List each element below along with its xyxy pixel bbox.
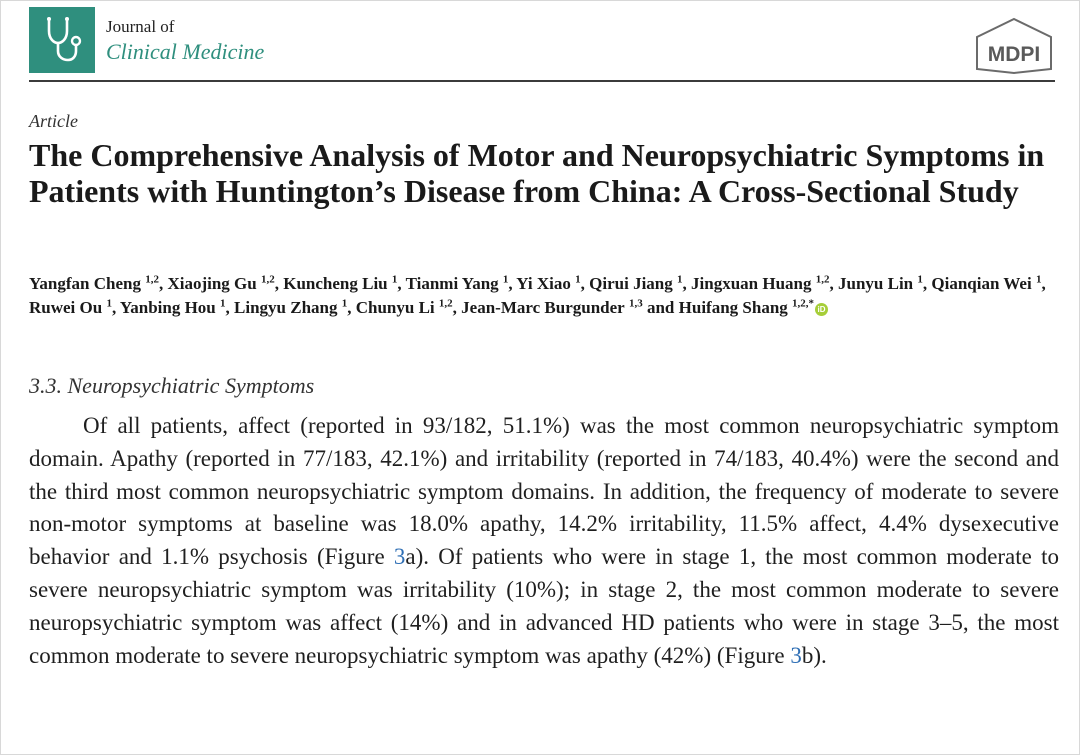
author-name[interactable]: Qirui Jiang [589, 274, 673, 293]
author-name[interactable]: Jingxuan Huang [691, 274, 812, 293]
author-affiliation: 1 [220, 297, 226, 310]
author-separator: , [274, 274, 284, 293]
author-separator: , [508, 274, 517, 293]
author-name[interactable]: Junyu Lin [838, 274, 914, 293]
author-list [29, 272, 1059, 320]
author-separator: , [397, 274, 406, 293]
author-affiliation: 1 [502, 273, 509, 286]
author-affiliation: 1,2 [815, 273, 830, 286]
author-separator: , [452, 298, 462, 317]
author-separator: , [158, 274, 168, 293]
article-type-label: Article [29, 111, 78, 131]
journal-of-label: Journal of [106, 17, 175, 36]
paragraph-text: b). [801, 642, 827, 668]
author-name[interactable]: Yanbing Hou [119, 298, 216, 317]
section-heading: 3.3. Neuropsychiatric Symptoms [29, 373, 315, 398]
author-affiliation: 1 [677, 273, 683, 286]
author-separator: , [111, 298, 120, 317]
author-separator: , [829, 274, 838, 293]
author-separator: and [642, 298, 679, 317]
author-name[interactable]: Yangfan Cheng [29, 274, 141, 293]
mdpi-logo[interactable] [973, 17, 1055, 75]
author-name[interactable]: Yi Xiao [516, 274, 571, 293]
figure-link[interactable]: 3 [790, 642, 802, 668]
stethoscope-icon [39, 15, 85, 65]
author-name[interactable]: Tianmi Yang [405, 274, 499, 293]
journal-logo[interactable] [29, 7, 95, 73]
author-separator: , [225, 298, 235, 317]
paragraph-text: a). Of patients who were in stage 1, the most common moderate to severe neuropsychiatric symptom was irritability (10%); in stage 2, the most common moderate to severe neuropsychiatric symptom was affect (14%) and in advanced HD patients who were in stage 3–5, the most common moderate to severe neuropsychiatric symptom was apathy (42%) (Figure [29, 544, 1059, 668]
author-affiliation: 1,2 [260, 273, 275, 286]
author-separator: , [682, 274, 692, 293]
author-affiliation: 1 [106, 297, 112, 310]
author-name[interactable]: Xiaojing Gu [167, 274, 257, 293]
author-separator: , [922, 274, 932, 293]
author-affiliation: 1,2 [438, 297, 453, 310]
header-divider [29, 80, 1055, 82]
publisher-name: MDPI [987, 43, 1041, 66]
author-separator: , [580, 274, 590, 293]
author-separator: , [1041, 274, 1046, 293]
journal-name[interactable]: Clinical Medicine [106, 39, 265, 64]
author-name[interactable]: Chunyu Li [355, 298, 435, 317]
author-affiliation: 1 [575, 273, 581, 286]
author-name[interactable]: Jean-Marc Burgunder [461, 298, 625, 317]
author-affiliation: 1 [391, 273, 398, 286]
author-affiliation: 1,2,* [792, 297, 815, 310]
author-name[interactable]: Ruwei Ou [29, 298, 103, 317]
figure-link[interactable]: 3 [393, 544, 406, 570]
journal-header [29, 7, 1055, 81]
author-separator: , [347, 298, 356, 317]
orcid-icon[interactable]: iD [815, 303, 828, 316]
author-affiliation: 1 [341, 297, 348, 310]
author-affiliation: 1 [1035, 273, 1042, 286]
paragraph-text: Of all patients, affect (reported in 93/182, 51.1%) was the most common neuropsychiatric symptom domain. Apathy (reported in 77/183, 42.1%) and irritability (reported in 74/183, 40.4%) were the second and the third most common neuropsychiatric symptom domains. In addition, the frequency of moderate to severe non-motor symptoms at baseline was 18.0% apathy, 14.2% irritability, 11.5% affect, 4.4% dysexecutive behavior and 1.1% psychosis (Figure [29, 413, 1059, 570]
author-name[interactable]: Kuncheng Liu [283, 274, 388, 293]
author-name[interactable]: Qianqian Wei [931, 274, 1032, 293]
author-affiliation: 1 [917, 273, 923, 286]
section-paragraph [29, 410, 1059, 672]
author-affiliation: 1,2 [145, 273, 159, 286]
author-affiliation: 1,3 [628, 297, 643, 310]
article-title: The Comprehensive Analysis of Motor and Neuropsychiatric Symptoms in Patients with Huntington’s Disease from China: A Cross-Sectional Study [29, 137, 1045, 209]
author-name[interactable]: Lingyu Zhang [234, 298, 338, 317]
author-name[interactable]: Huifang Shang [678, 298, 788, 317]
